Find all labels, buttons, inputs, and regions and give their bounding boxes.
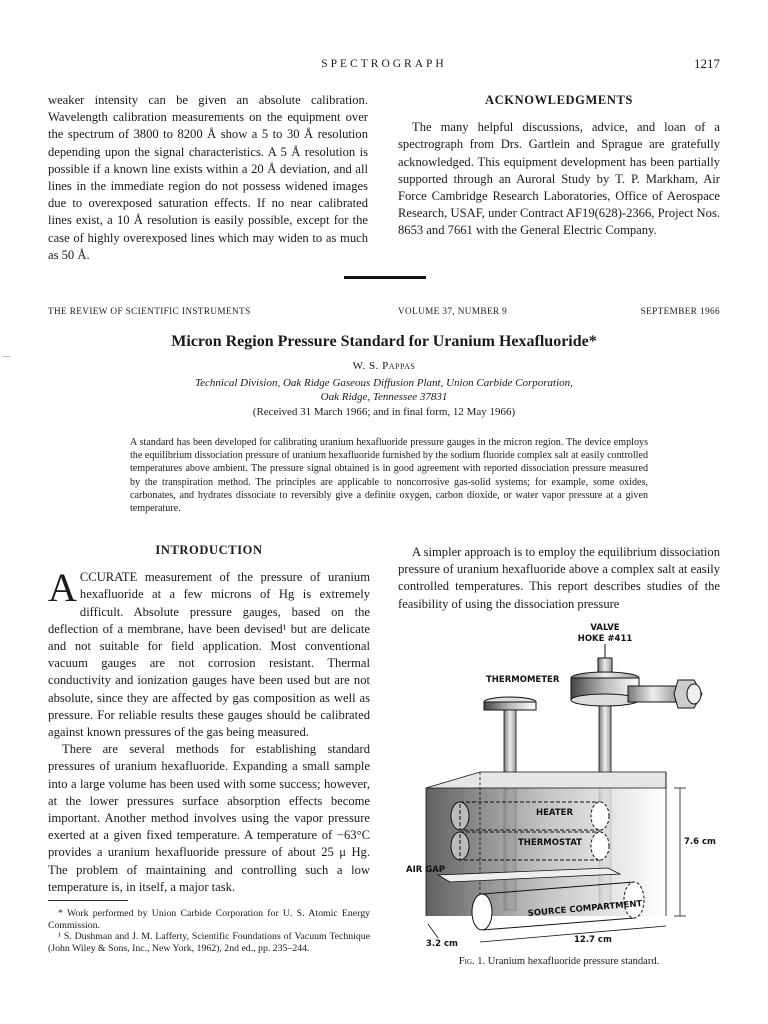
label-dim-length: 12.7 cm xyxy=(574,935,612,945)
footnote-rule xyxy=(48,900,128,901)
acknowledgments-section xyxy=(398,92,720,240)
label-thermostat: THERMOSTAT xyxy=(518,838,582,848)
introduction-paragraph-2: There are several methods for establishing standard pressures of uranium hexafluoride. Expanding a small sample into a large volume has been used with some success; however, at the lower pressures surface absorption effects become important. Another method involves using the vapor pressure exerted at a given fixed temperature. A temperature of −63°C provides a uranium hexafluoride pressure of about 25 μ Hg. The problem of maintaining and controlling such a low temperature is, in itself, a major task. xyxy=(48,742,370,894)
received-dates: (Received 31 March 1966; and in final form, 12 May 1966) xyxy=(252,406,516,418)
running-head: SPECTROGRAPH xyxy=(321,58,447,70)
article-title: Micron Region Pressure Standard for Uranium Hexafluoride* xyxy=(171,333,597,350)
figure-1 xyxy=(398,620,720,960)
affiliation-line-2: Oak Ridge, Tennessee 37831 xyxy=(320,391,448,403)
label-valve-1: VALVE xyxy=(590,623,620,633)
label-heater: HEATER xyxy=(536,808,573,818)
label-thermometer: THERMOMETER xyxy=(486,675,560,685)
journal-volume: VOLUME 37, NUMBER 9 xyxy=(398,306,508,316)
right-paragraph-1: A simpler approach is to employ the equilibrium dissociation pressure of uranium hexafluoride above a complex salt at easily controlled temperatures. This report describes studies of the feasibility of using the dissociation pressure xyxy=(398,545,720,611)
article-author: W. S. Pappas xyxy=(352,360,416,372)
affiliation-line-1: Technical Division, Oak Ridge Gaseous Diffusion Plant, Union Carbide Corporation, xyxy=(195,377,573,389)
margin-mark xyxy=(2,356,10,357)
right-column-paragraph xyxy=(398,544,720,613)
footnote-star: * Work performed by Union Carbide Corporation for U. S. Atomic Energy Commission. xyxy=(48,908,370,931)
page-number: 1217 xyxy=(694,56,720,71)
abstract: A standard has been developed for calibrating uranium hexafluoride pressure gauges in the micron region. The device employs the equilibrium dissociation pressure of uranium hexafluoride furnished by the sodium fluoride complex salt at easily controlled temperatures above ambient. The pressure signal obtained is in good agreement with reported dissociation pressure measured by the transpiration method. The principles are applicable to noncorrosive gas-solid systems; for example, some oxides, carbonates, and hydrates dissociate to reversibly give a definite oxygen, carbon dioxide, or water vapor pressure at a given temperature. xyxy=(130,437,648,515)
caption-text: Uranium hexafluoride pressure standard. xyxy=(487,956,660,967)
journal-date: SEPTEMBER 1966 xyxy=(640,306,720,316)
introduction-section xyxy=(48,542,370,896)
drop-cap: A xyxy=(48,565,77,611)
caption-prefix: Fig. 1. xyxy=(458,956,486,967)
figure-1-diagram xyxy=(398,620,720,960)
label-dim-depth: 3.2 cm xyxy=(426,939,458,949)
label-source-compartment: SOURCE COMPARTMENT xyxy=(527,899,643,919)
footnotes xyxy=(48,908,370,954)
label-valve-2: HOKE #411 xyxy=(577,634,633,644)
label-dim-height: 7.6 cm xyxy=(684,837,716,847)
introduction-heading: INTRODUCTION xyxy=(155,543,263,557)
journal-name: THE REVIEW OF SCIENTIFIC INSTRUMENTS xyxy=(48,306,251,316)
previous-article-text xyxy=(48,92,368,264)
article-affiliation xyxy=(0,376,768,404)
label-air-gap: AIR GAP xyxy=(406,865,446,875)
footnote-1: ¹ S. Dushman and J. M. Lafferty, Scientific Foundations of Vacuum Technique (John Wiley & Sons, Inc., New York, 1962), 2nd ed., pp. 235–244. xyxy=(48,931,370,954)
acknowledgments-text: The many helpful discussions, advice, and loan of a spectrograph from Drs. Gartlein and Sprague are gratefully acknowledged. This equipment development has been partially supported through an Auroral Study by T. P. Markham, Air Force Cambridge Research Laboratories, Office of Aerospace Research, USAF, under Contract AF19(628)-2366, Project Nos. 8653 and 7661 with the General Electric Company. xyxy=(398,120,720,238)
article-separator xyxy=(344,276,426,279)
acknowledgments-heading: ACKNOWLEDGMENTS xyxy=(485,93,633,107)
introduction-paragraph-1 xyxy=(48,565,370,741)
introduction-paragraph-1-text: CCURATE measurement of the pressure of uranium hexafluoride at a few microns of Hg is extremely difficult. Absolute pressure gauges, based on the deflection of a membrane, have been devised¹ but are delicate and not suitable for field application. Most conventional vacuum gauges are not corrosion resistant. Thermal conductivity and ionization gauges have been used but are not absolute, since they are affected by gas composition as well as pressure. For reliable results these gauges should be calibrated against known pressures of the gas being measured. xyxy=(48,570,370,740)
previous-article-paragraph: weaker intensity can be given an absolute calibration. Wavelength calibration measurements on the equipment over the spectrum of 3800 to 8200 Å show a 5 to 30 Å resolution depending upon the signal characteristics. A 5 Å resolution is possible if a known line exists within a 20 Å deviation, and all lines in the immediate region do not possess widened images due to overexposed saturation effects. If no near calibrated lines exist, a 10 Å resolution is easily possible, except for the case of highly overexposed lines which may widen to as much as 50 Å. xyxy=(48,93,368,262)
figure-caption xyxy=(398,956,720,967)
